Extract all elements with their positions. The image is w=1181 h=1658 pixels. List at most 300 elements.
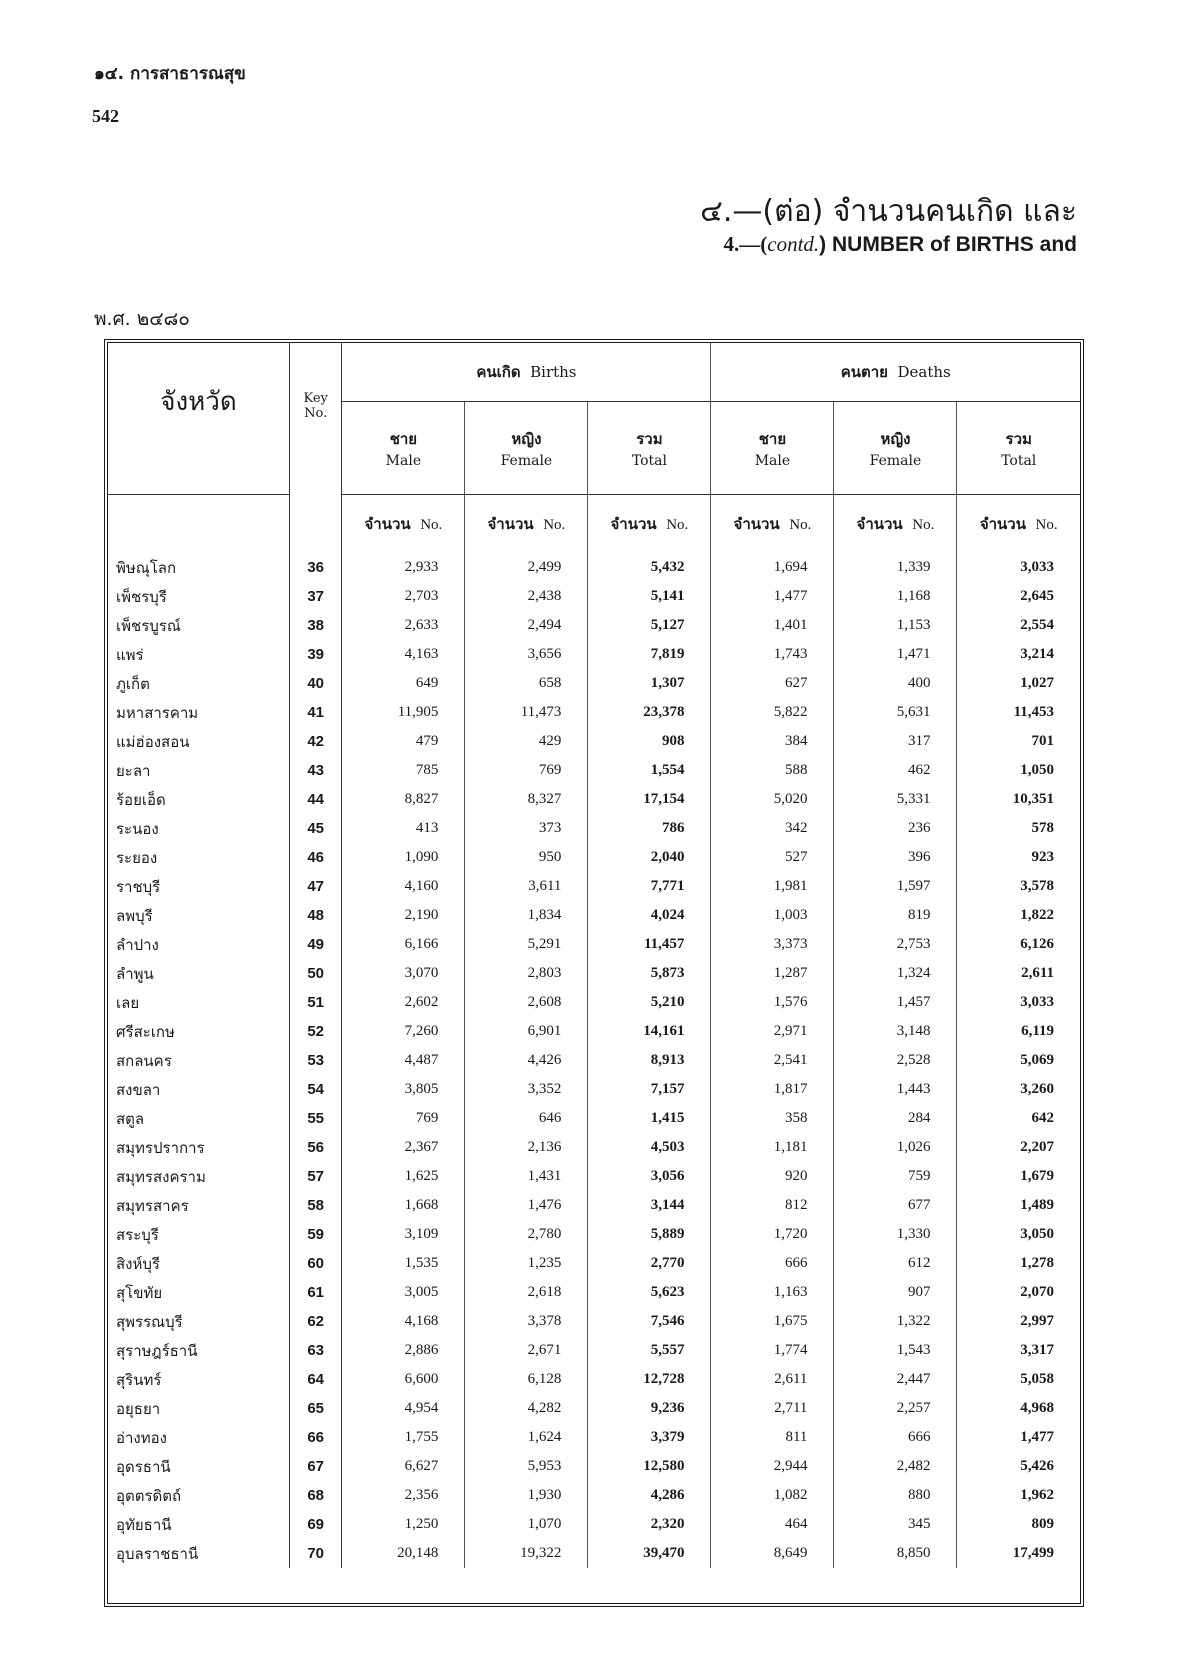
births-male-cell: 2,356	[342, 1481, 465, 1510]
births-total-cell: 3,144	[588, 1191, 711, 1220]
deaths-female-cell: 2,753	[834, 930, 957, 959]
province-name: สุพรรณบุรี	[108, 1307, 289, 1336]
province-name: อุทัยธานี	[108, 1510, 289, 1539]
deaths-male-cell: 384	[711, 727, 834, 756]
deaths-total-cell: 11,453	[957, 698, 1080, 727]
province-name: อ่างทอง	[108, 1423, 289, 1452]
province-name: สงขลา	[108, 1075, 289, 1104]
births-total-cell: 17,154	[588, 785, 711, 814]
deaths-total-cell: 6,126	[957, 930, 1080, 959]
deaths-female-cell: 400	[834, 669, 957, 698]
births-male-cell: 2,633	[342, 611, 465, 640]
births-total-cell: 5,210	[588, 988, 711, 1017]
unit-label: จำนวน No.	[834, 495, 957, 554]
province-name: ยะลา	[108, 756, 289, 785]
deaths-total-cell: 10,351	[957, 785, 1080, 814]
section-heading: ๑๔. การสาธารณสุข	[94, 64, 246, 84]
births-male-cell: 2,703	[342, 582, 465, 611]
deaths-total-cell: 2,611	[957, 959, 1080, 988]
births-male-header	[342, 402, 465, 495]
page-title-thai: ๔.—(ต่อ) จำนวนคนเกิด และ	[700, 194, 1077, 229]
deaths-male-cell: 5,020	[711, 785, 834, 814]
births-total-cell: 5,889	[588, 1220, 711, 1249]
female-en: Female	[869, 453, 922, 469]
births-female-cell: 769	[465, 756, 588, 785]
births-female-cell: 2,499	[465, 553, 588, 582]
deaths-male-cell: 464	[711, 1510, 834, 1539]
deaths-female-cell: 2,447	[834, 1365, 957, 1394]
deaths-female-cell: 2,257	[834, 1394, 957, 1423]
key-number: 61	[289, 1278, 341, 1307]
births-total-cell: 5,127	[588, 611, 711, 640]
births-female-cell: 429	[465, 727, 588, 756]
province-name: สตูล	[108, 1104, 289, 1133]
deaths-total-cell: 3,050	[957, 1220, 1080, 1249]
births-male-cell: 479	[342, 727, 465, 756]
births-male-cell: 6,627	[342, 1452, 465, 1481]
births-male-cell: 649	[342, 669, 465, 698]
province-name: แพร่	[108, 640, 289, 669]
deaths-total-cell: 5,058	[957, 1365, 1080, 1394]
deaths-female-cell: 1,330	[834, 1220, 957, 1249]
deaths-female-header	[834, 402, 957, 495]
births-total-cell: 12,728	[588, 1365, 711, 1394]
table-body	[108, 553, 1080, 1568]
births-total-cell: 7,157	[588, 1075, 711, 1104]
key-number: 40	[289, 669, 341, 698]
deaths-total-cell: 2,070	[957, 1278, 1080, 1307]
table-row	[108, 1423, 1080, 1452]
province-name: แม่ฮ่องสอน	[108, 727, 289, 756]
table-row	[108, 727, 1080, 756]
page-title-english	[724, 232, 1077, 257]
births-female-cell: 1,476	[465, 1191, 588, 1220]
table-row	[108, 669, 1080, 698]
deaths-total-cell: 1,477	[957, 1423, 1080, 1452]
births-female-cell: 6,901	[465, 1017, 588, 1046]
births-male-cell: 4,160	[342, 872, 465, 901]
deaths-total-cell: 1,278	[957, 1249, 1080, 1278]
title-contd: contd.	[767, 232, 820, 256]
deaths-female-cell: 396	[834, 843, 957, 872]
births-male-cell: 3,005	[342, 1278, 465, 1307]
key-number: 68	[289, 1481, 341, 1510]
births-female-cell: 1,431	[465, 1162, 588, 1191]
province-name: สุโขทัย	[108, 1278, 289, 1307]
deaths-total-cell: 3,260	[957, 1075, 1080, 1104]
births-male-cell: 2,190	[342, 901, 465, 930]
births-female-cell: 6,128	[465, 1365, 588, 1394]
births-total-cell: 23,378	[588, 698, 711, 727]
deaths-total-cell: 2,207	[957, 1133, 1080, 1162]
births-male-cell: 769	[342, 1104, 465, 1133]
births-male-cell: 1,625	[342, 1162, 465, 1191]
province-name: ร้อยเอ็ด	[108, 785, 289, 814]
deaths-female-cell: 1,457	[834, 988, 957, 1017]
deaths-female-cell: 462	[834, 756, 957, 785]
table-row	[108, 1394, 1080, 1423]
deaths-total-cell: 4,968	[957, 1394, 1080, 1423]
province-name: สมุทรสาคร	[108, 1191, 289, 1220]
deaths-male-cell: 1,817	[711, 1075, 834, 1104]
deaths-female-cell: 236	[834, 814, 957, 843]
births-deaths-table	[108, 343, 1080, 1568]
births-female-cell: 950	[465, 843, 588, 872]
births-female-cell: 658	[465, 669, 588, 698]
births-female-cell: 3,378	[465, 1307, 588, 1336]
deaths-group-header	[711, 343, 1080, 402]
province-name: เพ็ชรบูรณ์	[108, 611, 289, 640]
province-name: อุดรธานี	[108, 1452, 289, 1481]
deaths-total-cell: 3,214	[957, 640, 1080, 669]
births-female-cell: 19,322	[465, 1539, 588, 1568]
births-female-cell: 4,426	[465, 1046, 588, 1075]
deaths-total-cell: 2,997	[957, 1307, 1080, 1336]
title-rest: ) NUMBER of BIRTHS and	[819, 233, 1077, 256]
province-name: สมุทรปราการ	[108, 1133, 289, 1162]
deaths-total-cell: 2,645	[957, 582, 1080, 611]
key-number: 36	[289, 553, 341, 582]
births-male-cell: 1,250	[342, 1510, 465, 1539]
unit-row-spacer	[108, 495, 289, 554]
deaths-female-cell: 2,482	[834, 1452, 957, 1481]
deaths-female-cell: 5,331	[834, 785, 957, 814]
deaths-female-cell: 759	[834, 1162, 957, 1191]
deaths-male-cell: 358	[711, 1104, 834, 1133]
births-female-cell: 3,656	[465, 640, 588, 669]
table-row	[108, 843, 1080, 872]
deaths-female-cell: 880	[834, 1481, 957, 1510]
province-name: ศรีสะเกษ	[108, 1017, 289, 1046]
births-total-cell: 7,819	[588, 640, 711, 669]
key-number: 46	[289, 843, 341, 872]
female-th: หญิง	[880, 430, 911, 448]
deaths-female-cell: 1,026	[834, 1133, 957, 1162]
deaths-female-cell: 612	[834, 1249, 957, 1278]
births-total-cell: 4,286	[588, 1481, 711, 1510]
unit-label: จำนวน No.	[588, 495, 711, 554]
deaths-female-cell: 317	[834, 727, 957, 756]
births-male-cell: 2,367	[342, 1133, 465, 1162]
key-number: 52	[289, 1017, 341, 1046]
table-row	[108, 698, 1080, 727]
births-total-cell: 39,470	[588, 1539, 711, 1568]
deaths-total-cell: 1,962	[957, 1481, 1080, 1510]
births-male-cell: 4,954	[342, 1394, 465, 1423]
deaths-male-cell: 1,981	[711, 872, 834, 901]
deaths-female-cell: 3,148	[834, 1017, 957, 1046]
deaths-header-english: Deaths	[897, 363, 951, 381]
province-name: อุบลราชธานี	[108, 1539, 289, 1568]
deaths-female-cell: 2,528	[834, 1046, 957, 1075]
births-total-cell: 5,432	[588, 553, 711, 582]
deaths-female-cell: 1,339	[834, 553, 957, 582]
births-male-cell: 3,805	[342, 1075, 465, 1104]
deaths-total-cell: 5,069	[957, 1046, 1080, 1075]
births-female-cell: 2,438	[465, 582, 588, 611]
deaths-female-cell: 1,471	[834, 640, 957, 669]
table-row	[108, 1249, 1080, 1278]
deaths-total-cell: 642	[957, 1104, 1080, 1133]
deaths-male-cell: 920	[711, 1162, 834, 1191]
deaths-total-cell: 17,499	[957, 1539, 1080, 1568]
deaths-male-cell: 812	[711, 1191, 834, 1220]
province-name: สิงห์บุรี	[108, 1249, 289, 1278]
table-row	[108, 1162, 1080, 1191]
key-number: 54	[289, 1075, 341, 1104]
deaths-male-cell: 588	[711, 756, 834, 785]
births-female-cell: 373	[465, 814, 588, 843]
deaths-female-cell: 8,850	[834, 1539, 957, 1568]
female-th: หญิง	[511, 430, 542, 448]
births-total-cell: 908	[588, 727, 711, 756]
births-total-cell: 4,024	[588, 901, 711, 930]
province-name: ระยอง	[108, 843, 289, 872]
births-total-cell: 9,236	[588, 1394, 711, 1423]
key-number: 44	[289, 785, 341, 814]
key-number: 55	[289, 1104, 341, 1133]
deaths-total-cell: 701	[957, 727, 1080, 756]
births-total-header	[588, 402, 711, 495]
deaths-male-cell: 2,611	[711, 1365, 834, 1394]
key-number: 62	[289, 1307, 341, 1336]
births-male-cell: 1,090	[342, 843, 465, 872]
births-female-cell: 5,953	[465, 1452, 588, 1481]
deaths-male-cell: 527	[711, 843, 834, 872]
table-row	[108, 1365, 1080, 1394]
births-male-cell: 3,070	[342, 959, 465, 988]
unit-label: จำนวน No.	[957, 495, 1080, 554]
deaths-male-cell: 2,541	[711, 1046, 834, 1075]
deaths-male-cell: 1,082	[711, 1481, 834, 1510]
deaths-female-cell: 1,153	[834, 611, 957, 640]
births-total-cell: 2,040	[588, 843, 711, 872]
births-male-cell: 6,600	[342, 1365, 465, 1394]
key-number: 49	[289, 930, 341, 959]
key-number: 39	[289, 640, 341, 669]
deaths-female-cell: 907	[834, 1278, 957, 1307]
deaths-female-cell: 5,631	[834, 698, 957, 727]
births-female-cell: 5,291	[465, 930, 588, 959]
deaths-male-cell: 811	[711, 1423, 834, 1452]
deaths-total-cell: 1,027	[957, 669, 1080, 698]
province-name: ระนอง	[108, 814, 289, 843]
deaths-male-cell: 8,649	[711, 1539, 834, 1568]
deaths-male-cell: 2,971	[711, 1017, 834, 1046]
births-female-cell: 11,473	[465, 698, 588, 727]
key-number: 53	[289, 1046, 341, 1075]
births-female-cell: 2,671	[465, 1336, 588, 1365]
deaths-male-cell: 1,163	[711, 1278, 834, 1307]
deaths-total-cell: 1,489	[957, 1191, 1080, 1220]
births-female-cell: 2,780	[465, 1220, 588, 1249]
births-total-cell: 8,913	[588, 1046, 711, 1075]
births-total-cell: 2,770	[588, 1249, 711, 1278]
births-male-cell: 2,933	[342, 553, 465, 582]
deaths-total-cell: 6,119	[957, 1017, 1080, 1046]
births-male-cell: 785	[342, 756, 465, 785]
deaths-female-cell: 666	[834, 1423, 957, 1452]
province-name: สุราษฎร์ธานี	[108, 1336, 289, 1365]
province-name: ลพบุรี	[108, 901, 289, 930]
table-row	[108, 901, 1080, 930]
deaths-male-cell: 1,477	[711, 582, 834, 611]
deaths-male-cell: 1,181	[711, 1133, 834, 1162]
key-number: 63	[289, 1336, 341, 1365]
table-row	[108, 1133, 1080, 1162]
births-female-cell: 1,930	[465, 1481, 588, 1510]
table-row	[108, 611, 1080, 640]
births-female-cell: 2,803	[465, 959, 588, 988]
table-row	[108, 756, 1080, 785]
key-number: 59	[289, 1220, 341, 1249]
key-number: 37	[289, 582, 341, 611]
deaths-total-cell: 1,822	[957, 901, 1080, 930]
births-total-cell: 11,457	[588, 930, 711, 959]
table-row	[108, 582, 1080, 611]
key-number: 43	[289, 756, 341, 785]
births-male-cell: 4,487	[342, 1046, 465, 1075]
deaths-male-cell: 1,774	[711, 1336, 834, 1365]
deaths-total-cell: 2,554	[957, 611, 1080, 640]
table-row	[108, 640, 1080, 669]
table-row	[108, 959, 1080, 988]
key-number: 66	[289, 1423, 341, 1452]
births-male-cell: 1,755	[342, 1423, 465, 1452]
deaths-total-cell: 3,317	[957, 1336, 1080, 1365]
table-row	[108, 785, 1080, 814]
table-row	[108, 1510, 1080, 1539]
births-female-cell: 1,834	[465, 901, 588, 930]
key-number: 47	[289, 872, 341, 901]
male-en: Male	[385, 453, 422, 469]
total-th: รวม	[1005, 430, 1032, 448]
births-total-cell: 14,161	[588, 1017, 711, 1046]
deaths-female-cell: 284	[834, 1104, 957, 1133]
province-name: เพ็ชรบุรี	[108, 582, 289, 611]
key-number: 50	[289, 959, 341, 988]
province-name: อยุธยา	[108, 1394, 289, 1423]
births-female-cell: 1,624	[465, 1423, 588, 1452]
key-number: 70	[289, 1539, 341, 1568]
table-row	[108, 553, 1080, 582]
key-number: 67	[289, 1452, 341, 1481]
births-male-cell: 11,905	[342, 698, 465, 727]
births-male-cell: 3,109	[342, 1220, 465, 1249]
births-total-cell: 3,056	[588, 1162, 711, 1191]
deaths-male-cell: 1,576	[711, 988, 834, 1017]
key-number: 41	[289, 698, 341, 727]
deaths-total-cell: 5,426	[957, 1452, 1080, 1481]
deaths-female-cell: 1,322	[834, 1307, 957, 1336]
deaths-male-cell: 627	[711, 669, 834, 698]
deaths-male-cell: 342	[711, 814, 834, 843]
deaths-total-cell: 1,679	[957, 1162, 1080, 1191]
female-en: Female	[500, 453, 553, 469]
province-name: ภูเก็ต	[108, 669, 289, 698]
births-total-cell: 1,307	[588, 669, 711, 698]
table-row	[108, 814, 1080, 843]
total-en: Total	[1001, 453, 1037, 469]
births-total-cell: 7,546	[588, 1307, 711, 1336]
deaths-female-cell: 1,324	[834, 959, 957, 988]
unit-label: จำนวน No.	[465, 495, 588, 554]
table-row	[108, 1452, 1080, 1481]
province-name: สุรินทร์	[108, 1365, 289, 1394]
table-row	[108, 988, 1080, 1017]
deaths-female-cell: 1,543	[834, 1336, 957, 1365]
births-total-cell: 1,415	[588, 1104, 711, 1133]
table-row	[108, 1191, 1080, 1220]
table-row	[108, 1539, 1080, 1568]
deaths-male-cell: 666	[711, 1249, 834, 1278]
deaths-male-cell: 1,743	[711, 640, 834, 669]
deaths-male-cell: 2,711	[711, 1394, 834, 1423]
deaths-total-cell: 3,033	[957, 988, 1080, 1017]
deaths-female-cell: 1,168	[834, 582, 957, 611]
births-female-cell: 2,136	[465, 1133, 588, 1162]
province-name: มหาสารคาม	[108, 698, 289, 727]
province-name: สกลนคร	[108, 1046, 289, 1075]
deaths-total-cell: 3,578	[957, 872, 1080, 901]
table-row	[108, 1046, 1080, 1075]
births-female-cell: 1,235	[465, 1249, 588, 1278]
births-total-cell: 3,379	[588, 1423, 711, 1452]
deaths-total-cell: 1,050	[957, 756, 1080, 785]
births-female-cell: 4,282	[465, 1394, 588, 1423]
births-male-cell: 2,602	[342, 988, 465, 1017]
title-number: 4.—(	[723, 232, 768, 256]
births-total-cell: 7,771	[588, 872, 711, 901]
births-total-cell: 4,503	[588, 1133, 711, 1162]
province-name: อุตตรดิตถ์	[108, 1481, 289, 1510]
key-number: 42	[289, 727, 341, 756]
key-number: 48	[289, 901, 341, 930]
deaths-total-header	[957, 402, 1080, 495]
year-label: พ.ศ. ๒๔๘๐	[94, 308, 190, 330]
key-number: 56	[289, 1133, 341, 1162]
births-male-cell: 7,260	[342, 1017, 465, 1046]
births-header-english: Births	[530, 363, 577, 381]
key-header-line2: No.	[304, 406, 328, 421]
births-group-header	[342, 343, 711, 402]
province-name: ราชบุรี	[108, 872, 289, 901]
table-row	[108, 1075, 1080, 1104]
births-male-cell: 2,886	[342, 1336, 465, 1365]
key-number: 57	[289, 1162, 341, 1191]
province-name: พิษณุโลก	[108, 553, 289, 582]
key-number: 58	[289, 1191, 341, 1220]
total-th: รวม	[636, 430, 663, 448]
deaths-male-cell: 5,822	[711, 698, 834, 727]
page-number: 542	[92, 106, 119, 126]
male-en: Male	[754, 453, 791, 469]
deaths-female-cell: 1,597	[834, 872, 957, 901]
table-row	[108, 1336, 1080, 1365]
table-row	[108, 1017, 1080, 1046]
births-total-cell: 5,141	[588, 582, 711, 611]
births-female-cell: 1,070	[465, 1510, 588, 1539]
births-total-cell: 5,557	[588, 1336, 711, 1365]
key-number: 38	[289, 611, 341, 640]
deaths-total-cell: 578	[957, 814, 1080, 843]
table-row	[108, 1104, 1080, 1133]
male-th: ชาย	[758, 430, 787, 448]
births-female-cell: 646	[465, 1104, 588, 1133]
key-number: 51	[289, 988, 341, 1017]
key-number: 64	[289, 1365, 341, 1394]
births-female-cell: 2,494	[465, 611, 588, 640]
